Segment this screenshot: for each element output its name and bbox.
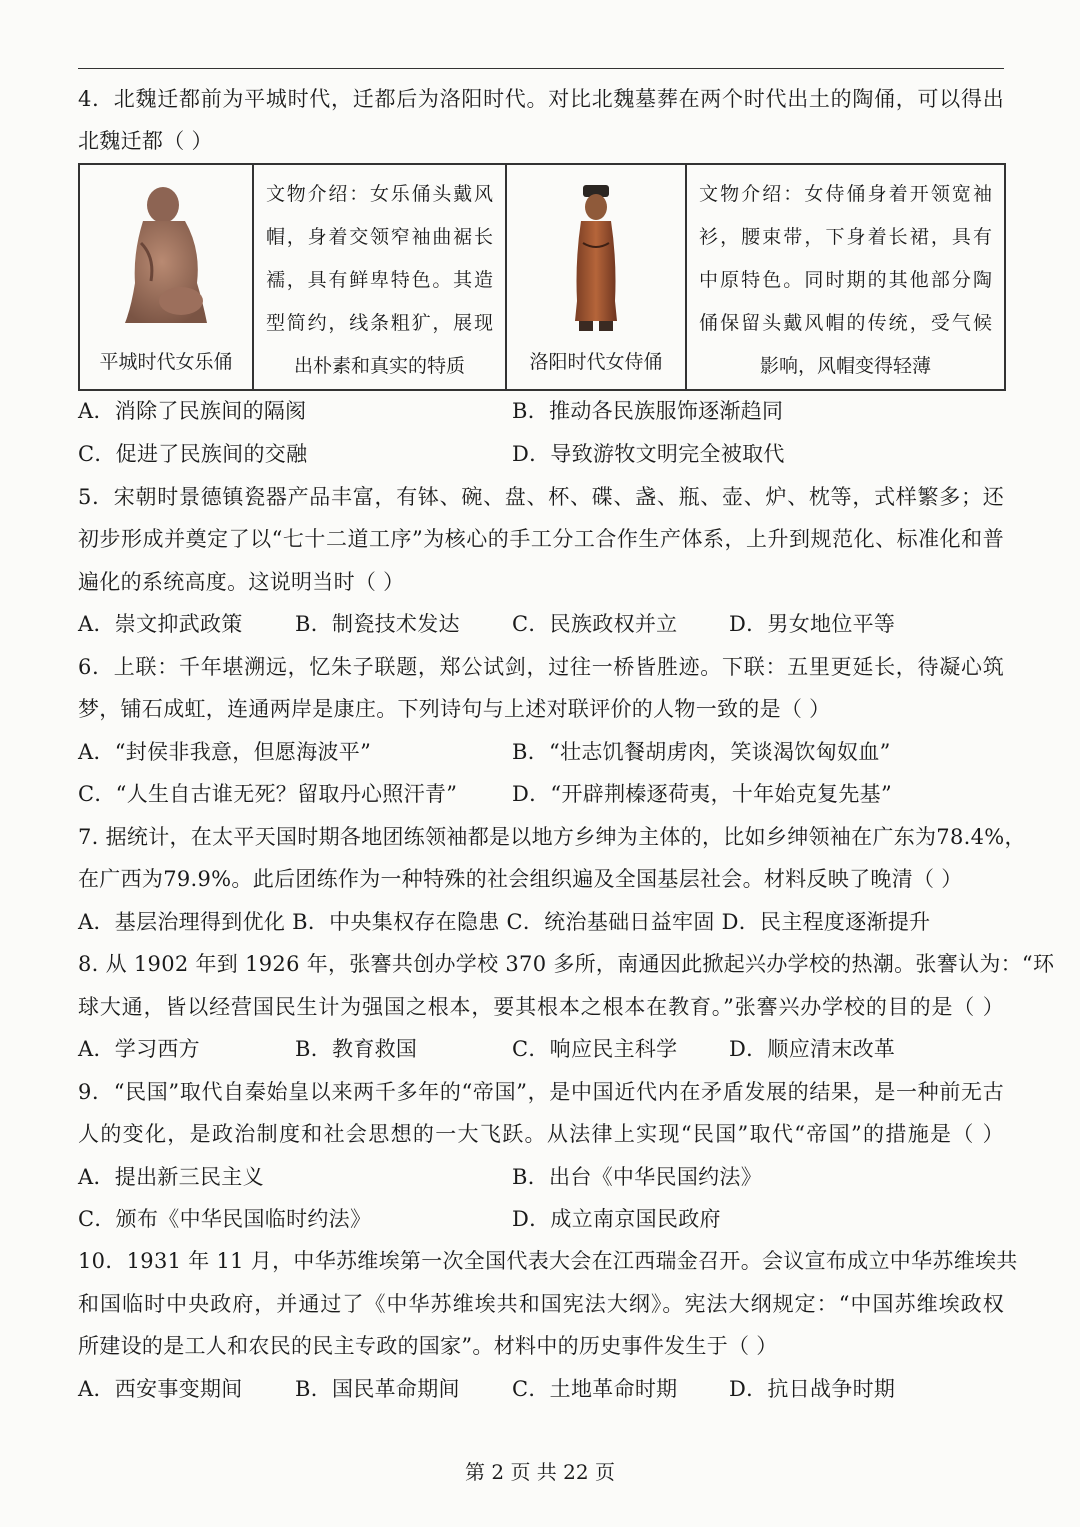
q7-stem-line: 在广西为79.9%。此后团练作为一种特殊的社会组织遍及全国基层社会。材料反映了晚清（ ） — [78, 867, 963, 891]
q4-option-a: A．消除了民族间的隔阂 — [78, 399, 307, 423]
q8-option-a: A．学习西方 — [78, 1037, 200, 1061]
q8-option-b: B．教育救国 — [295, 1037, 418, 1061]
q6-stem-line: 梦，铺石成虹，连通两岸是康庄。下列诗句与上述对联评价的人物一致的是（ ） — [78, 697, 831, 721]
luoyang-intro-cell — [686, 164, 1005, 390]
page-number: 第 2 页 共 22 页 — [465, 1460, 615, 1484]
q10-stem-line: 所建设的是工人和农民的民主专政的国家”。材料中的历史事件发生于（ ） — [78, 1334, 778, 1358]
q6-option-d: D．“开辟荆榛逐荷夷，十年始克复先基” — [512, 782, 893, 806]
q10-stem-line: 和国临时中央政府，并通过了《中华苏维埃共和国宪法大纲》。宪法大纲规定：“中国苏维埃政权 — [78, 1292, 1004, 1316]
q8-option-c: C．响应民主科学 — [512, 1037, 678, 1061]
intro1-line: 型简约，线条粗犷，展现 — [266, 312, 493, 334]
q5-stem-line: 初步形成并奠定了以“七十二道工序”为核心的手工分工合作生产体系，上升到规范化、标准化和普 — [78, 527, 1004, 551]
q4-option-d: D．导致游牧文明完全被取代 — [512, 442, 785, 466]
q5-option-b: B．制瓷技术发达 — [295, 612, 460, 636]
pingcheng-figurine-caption: 平城时代女乐俑 — [99, 351, 233, 373]
q9-stem-line: 人的变化，是政治制度和社会思想的一大飞跃。从法律上实现“民国”取代“帝国”的措施是（ ） — [78, 1122, 1004, 1146]
q10-option-d: D．抗日战争时期 — [729, 1377, 896, 1401]
intro1-line: 帽，身着交领窄袖曲裾长 — [266, 226, 493, 248]
q9-option-d: D．成立南京国民政府 — [512, 1207, 721, 1231]
q8-stem-line: 8. 从 1902 年到 1926 年，张謇共创办学校 370 多所，南通因此掀起兴办学校的热潮。张謇认为：“环 — [78, 952, 1055, 976]
intro2-line: 衫，腰束带，下身着长裙，具有 — [699, 226, 992, 248]
q10-option-c: C．土地革命时期 — [512, 1377, 678, 1401]
pingcheng-figurine-cell — [79, 164, 253, 390]
q9-stem-line: 9．“民国”取代自秦始皇以来两千多年的“帝国”，是中国近代内在矛盾发展的结果，是一种前无古 — [78, 1080, 1004, 1104]
q9-option-c: C．颁布《中华民国临时约法》 — [78, 1207, 372, 1231]
luoyang-figurine-caption: 洛阳时代女侍俑 — [529, 351, 663, 373]
luoyang-figurine-cell — [506, 164, 686, 390]
q4-stem-line-1: 4．北魏迁都前为平城时代，迁都后为洛阳时代。对比北魏墓葬在两个时代出土的陶俑，可以得出 — [78, 87, 1004, 111]
intro2-line: 中原特色。同时期的其他部分陶 — [699, 269, 992, 291]
q6-option-a: A．“封侯非我意，但愿海波平” — [78, 740, 372, 764]
luoyang-figurine-image — [561, 181, 631, 336]
q5-stem-line: 遍化的系统高度。这说明当时（ ） — [78, 570, 405, 594]
q4-option-c: C．促进了民族间的交融 — [78, 442, 308, 466]
q8-stem-line: 球大通，皆以经营国民生计为强国之根本，要其根本之根本在教育。”张謇兴办学校的目的是（ ） — [78, 995, 1004, 1019]
q5-stem-line: 5．宋朝时景德镇瓷器产品丰富，有钵、碗、盘、杯、碟、盏、瓶、壶、炉、枕等，式样繁多；还 — [78, 485, 1004, 509]
q6-option-b: B．“壮志饥餐胡虏肉，笑谈渴饮匈奴血” — [512, 740, 891, 764]
q4-option-b: B．推动各民族服饰逐渐趋同 — [512, 399, 784, 423]
q9-option-b: B．出台《中华民国约法》 — [512, 1165, 763, 1189]
pingcheng-figurine-image — [111, 183, 221, 333]
q10-stem-line: 10．1931 年 11 月，中华苏维埃第一次全国代表大会在江西瑞金召开。会议宣布成立中华苏维埃共 — [78, 1249, 1018, 1273]
q6-option-c: C．“人生自古谁无死？留取丹心照汗青” — [78, 782, 458, 806]
q10-option-b: B．国民革命期间 — [295, 1377, 460, 1401]
q5-option-d: D．男女地位平等 — [729, 612, 896, 636]
q7-stem-line: 7. 据统计，在太平天国时期各地团练领袖都是以地方乡绅为主体的，比如乡绅领袖在广东为78.4%， — [78, 825, 1026, 849]
q5-option-c: C．民族政权并立 — [512, 612, 678, 636]
intro2-line: 俑保留头戴风帽的传统，受气候 — [699, 312, 992, 334]
q9-option-a: A．提出新三民主义 — [78, 1165, 264, 1189]
top-rule — [78, 68, 1004, 69]
q5-option-a: A．崇文抑武政策 — [78, 612, 243, 636]
q10-option-a: A．西安事变期间 — [78, 1377, 243, 1401]
intro2-line: 影响，风帽变得轻薄 — [759, 355, 931, 377]
artifact-table — [78, 163, 1006, 391]
q4-stem-line-2: 北魏迁都（ ） — [78, 129, 213, 153]
q6-stem-line: 6．上联：千年堪溯远，忆朱子联题，郑公试剑，过往一桥皆胜迹。下联：五里更延长，待凝心筑 — [78, 655, 1004, 679]
intro1-line: 襦，具有鲜卑特色。其造 — [266, 269, 493, 291]
intro2-line: 文物介绍：女侍俑身着开领宽袖 — [699, 183, 992, 205]
pingcheng-intro-cell — [253, 164, 506, 390]
q7-options: A．基层治理得到优化 B．中央集权存在隐患 C．统治基础日益牢固 D．民主程度逐渐提升 — [78, 910, 931, 934]
intro1-line: 出朴素和真实的特质 — [293, 355, 465, 377]
intro1-line: 文物介绍：女乐俑头戴风 — [266, 183, 493, 205]
q8-option-d: D．顺应清末改革 — [729, 1037, 896, 1061]
